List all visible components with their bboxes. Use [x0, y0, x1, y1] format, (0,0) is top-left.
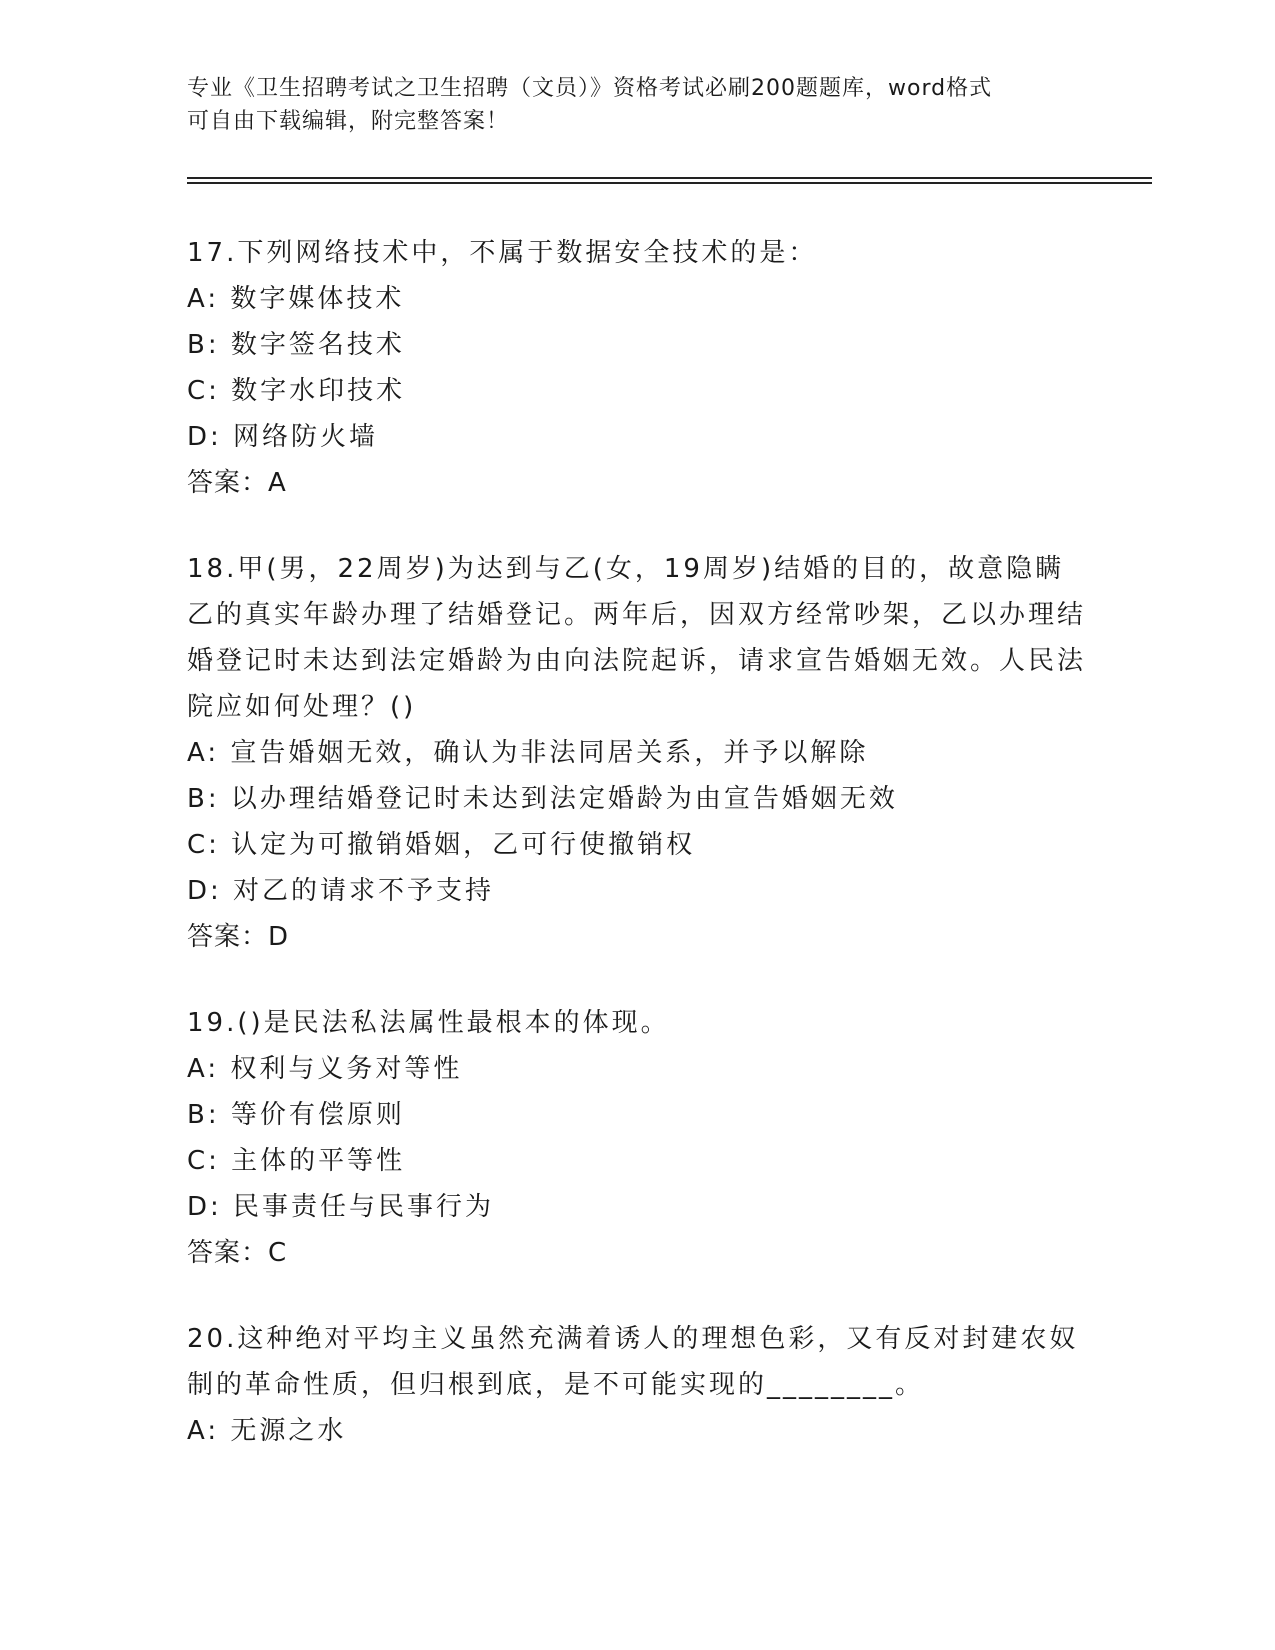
option-c: C: 数字水印技术 — [187, 376, 406, 406]
option-b: B: 以办理结婚登记时未达到法定婚龄为由宣告婚姻无效 — [187, 784, 898, 814]
option-b: B: 等价有偿原则 — [187, 1100, 405, 1130]
document-header — [187, 72, 1067, 138]
question-list — [187, 230, 1087, 1494]
option-a: A: 权利与义务对等性 — [187, 1054, 463, 1084]
option-a: A: 无源之水 — [187, 1416, 347, 1446]
answer-line: 答案：C — [187, 1238, 288, 1268]
header-title-line1: 专业《卫生招聘考试之卫生招聘（文员）》资格考试必刷200题题库，word格式 — [187, 76, 993, 101]
question-stem: 20.这种绝对平均主义虽然充满着诱人的理想色彩，又有反对封建农奴制的革命性质，但归根到底，是不可能实现的________。 — [187, 1324, 1079, 1400]
option-c: C: 主体的平等性 — [187, 1146, 406, 1176]
question-stem: 17.下列网络技术中，不属于数据安全技术的是： — [187, 238, 818, 268]
option-d: D: 民事责任与民事行为 — [187, 1192, 495, 1222]
question-stem: 18.甲(男，22周岁)为达到与乙(女，19周岁)结婚的目的，故意隐瞒乙的真实年龄办理了结婚登记。两年后，因双方经常吵架，乙以办理结婚登记时未达到法定婚龄为由向法院起诉，请求宣告婚姻无效。人民法院应如何处理？() — [187, 554, 1087, 722]
option-d: D: 网络防火墙 — [187, 422, 379, 452]
header-title-line2: 可自由下载编辑，附完整答案！ — [187, 109, 510, 134]
question-20 — [187, 1316, 1087, 1454]
header-divider-top — [187, 177, 1152, 179]
question-stem: 19.()是民法私法属性最根本的体现。 — [187, 1008, 670, 1038]
answer-line: 答案：A — [187, 468, 287, 498]
header-divider-bottom — [187, 182, 1152, 184]
option-c: C: 认定为可撤销婚姻，乙可行使撤销权 — [187, 830, 696, 860]
question-18 — [187, 546, 1087, 960]
option-a: A: 数字媒体技术 — [187, 284, 405, 314]
option-d: D: 对乙的请求不予支持 — [187, 876, 495, 906]
answer-line: 答案：D — [187, 922, 290, 952]
option-a: A: 宣告婚姻无效，确认为非法同居关系，并予以解除 — [187, 738, 869, 768]
question-17 — [187, 230, 1087, 506]
option-b: B: 数字签名技术 — [187, 330, 405, 360]
question-19 — [187, 1000, 1087, 1276]
